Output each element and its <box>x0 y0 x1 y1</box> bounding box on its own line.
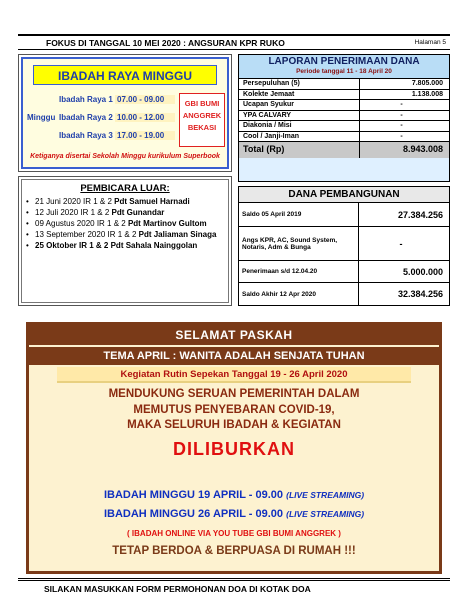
row-value: 32.384.256 <box>397 289 443 299</box>
page-number: Halaman 5 <box>414 39 446 46</box>
dana-row <box>239 227 449 261</box>
sekolah-minggu-note: Ketiganya disertai Sekolah Minggu kurikulum Superbook <box>30 153 220 160</box>
message-line: MAKA SELURUH IBADAH & KEGIATAN <box>127 419 341 431</box>
list-item <box>26 219 224 229</box>
dana-title: DANA PEMBANGUNAN <box>239 187 449 203</box>
dana-row <box>239 283 449 305</box>
dana-row <box>239 203 449 227</box>
row-value: - <box>400 122 403 129</box>
location-line: ANGGREK <box>182 111 222 120</box>
row-value: 27.384.256 <box>397 209 443 220</box>
dana-pembangunan-table <box>238 186 450 306</box>
speaker-name: Pdt Gunandar <box>111 208 165 217</box>
ibadah-minggu-26 <box>29 508 439 520</box>
service-row <box>27 95 175 104</box>
row-value: 1.138.008 <box>411 90 443 98</box>
row-value: 5.000.000 <box>402 266 443 277</box>
paskah-title: SELAMAT PASKAH <box>29 325 439 345</box>
tetap-berdoa-text: TETAP BERDOA & BERPUASA DI RUMAH !!! <box>112 545 356 557</box>
row-label: Kolekte Jemaat <box>239 90 360 100</box>
speaker-name: Pdt Sahala Nainggolan <box>110 241 198 250</box>
list-item <box>26 241 224 251</box>
tema-april: TEMA APRIL : WANITA ADALAH SENJATA TUHAN <box>29 347 439 365</box>
speaker-date: 09 Agustus 2020 IR 1 & 2 <box>35 219 128 228</box>
row-value: - <box>399 238 403 249</box>
list-item <box>26 230 224 240</box>
row-label: Diakonia / Misi <box>239 121 360 131</box>
ibadah-text: IBADAH MINGGU 26 APRIL - 09.00 <box>103 508 287 520</box>
location-line: GBI BUMI <box>184 99 220 108</box>
pembicara-list <box>26 197 224 251</box>
page-footer: SILAKAN MASUKKAN FORM PERMOHONAN DOA DI KOTAK DOA <box>18 578 450 594</box>
laporan-row <box>239 100 449 111</box>
laporan-header <box>239 55 449 79</box>
row-label: Saldo 05 April 2019 <box>239 203 359 226</box>
kegiatan-rutin: Kegiatan Rutin Sepekan Tanggal 19 - 26 April 2020 <box>57 367 411 383</box>
ibadah-online-note: ( IBADAH ONLINE VIA YOU TUBE GBI BUMI ANGGREK ) <box>127 529 341 538</box>
row-label: Persepuluhan (5) <box>239 79 360 89</box>
speaker-name: Pdt Martinov Gultom <box>127 219 207 228</box>
pembicara-title: PEMBICARA LUAR: <box>80 183 170 194</box>
service-row <box>27 131 175 140</box>
service-time: 17.00 - 19.00 <box>115 131 175 140</box>
location-line: BEKASI <box>187 123 217 132</box>
row-value: - <box>400 132 403 140</box>
ibadah-raya-box <box>18 54 232 172</box>
ibadah-raya-inner <box>21 57 229 169</box>
row-label: YPA CALVARY <box>239 111 360 121</box>
service-name: Ibadah Raya 3 <box>59 131 113 140</box>
laporan-row <box>239 111 449 122</box>
service-time: 10.00 - 12.00 <box>115 113 175 122</box>
pembicara-luar-box <box>18 176 232 306</box>
ibadah-minggu-19 <box>29 489 439 501</box>
laporan-total-row <box>239 142 449 158</box>
row-label: Saldo Akhir 12 Apr 2020 <box>239 283 359 305</box>
speaker-date: 13 September 2020 IR 1 & 2 <box>35 230 139 239</box>
paskah-announcement <box>26 322 442 574</box>
dana-row <box>239 261 449 283</box>
row-label: Ucapan Syukur <box>239 100 360 110</box>
speaker-name: Pdt Samuel Harnadi <box>114 197 190 206</box>
total-label: Total (Rp) <box>239 142 360 158</box>
pembicara-inner <box>21 179 229 303</box>
church-location <box>179 93 225 147</box>
laporan-row <box>239 90 449 101</box>
message-line: MEMUTUS PENYEBARAN COVID-19, <box>133 403 335 416</box>
ibadah-raya-title: IBADAH RAYA MINGGU <box>33 65 217 85</box>
laporan-row <box>239 79 449 90</box>
speaker-date: 25 Oktober IR 1 & 2 <box>35 241 111 250</box>
speaker-name: Pdt Jaliaman Sinaga <box>138 230 217 239</box>
list-item <box>26 208 224 218</box>
speaker-date: 12 Juli 2020 IR 1 & 2 <box>35 208 112 217</box>
laporan-row <box>239 121 449 132</box>
row-value: - <box>400 111 403 119</box>
page-header <box>18 34 450 50</box>
service-prefix: Minggu <box>27 113 56 122</box>
header-title: FOKUS DI TANGGAL 10 MEI 2020 : ANGSURAN KPR RUKO <box>46 37 285 48</box>
service-name: Ibadah Raya 2 <box>59 113 113 122</box>
live-streaming-label: (LIVE STREAMING) <box>286 509 365 519</box>
laporan-period: Periode tanggal 11 - 18 April 20 <box>296 68 392 75</box>
live-streaming-label: (LIVE STREAMING) <box>286 490 365 500</box>
speaker-date: 21 Juni 2020 IR 1 & 2 <box>35 197 115 206</box>
service-row <box>27 113 175 122</box>
laporan-penerimaan-table <box>238 54 450 182</box>
covid-message <box>35 387 433 434</box>
service-time: 07.00 - 09.00 <box>115 95 175 104</box>
row-label: Penerimaan s/d 12.04.20 <box>239 261 359 282</box>
row-label: Angs KPR, AC, Sound System, Notaris, Adm & Bunga <box>239 227 359 260</box>
diliburkan-text: DILIBURKAN <box>173 439 295 459</box>
message-line: MENDUKUNG SERUAN PEMERINTAH DALAM <box>108 388 360 400</box>
row-value: - <box>400 101 403 108</box>
total-value: 8.943.008 <box>402 144 443 154</box>
service-name: Ibadah Raya 1 <box>59 95 113 104</box>
row-label: Cool / Janji-Iman <box>239 132 360 142</box>
ibadah-text: IBADAH MINGGU 19 APRIL - 09.00 <box>103 489 287 501</box>
list-item <box>26 197 224 207</box>
laporan-title: LAPORAN PENERIMAAN DANA <box>268 56 420 67</box>
laporan-row <box>239 132 449 143</box>
row-value: 7.805.000 <box>411 80 443 87</box>
